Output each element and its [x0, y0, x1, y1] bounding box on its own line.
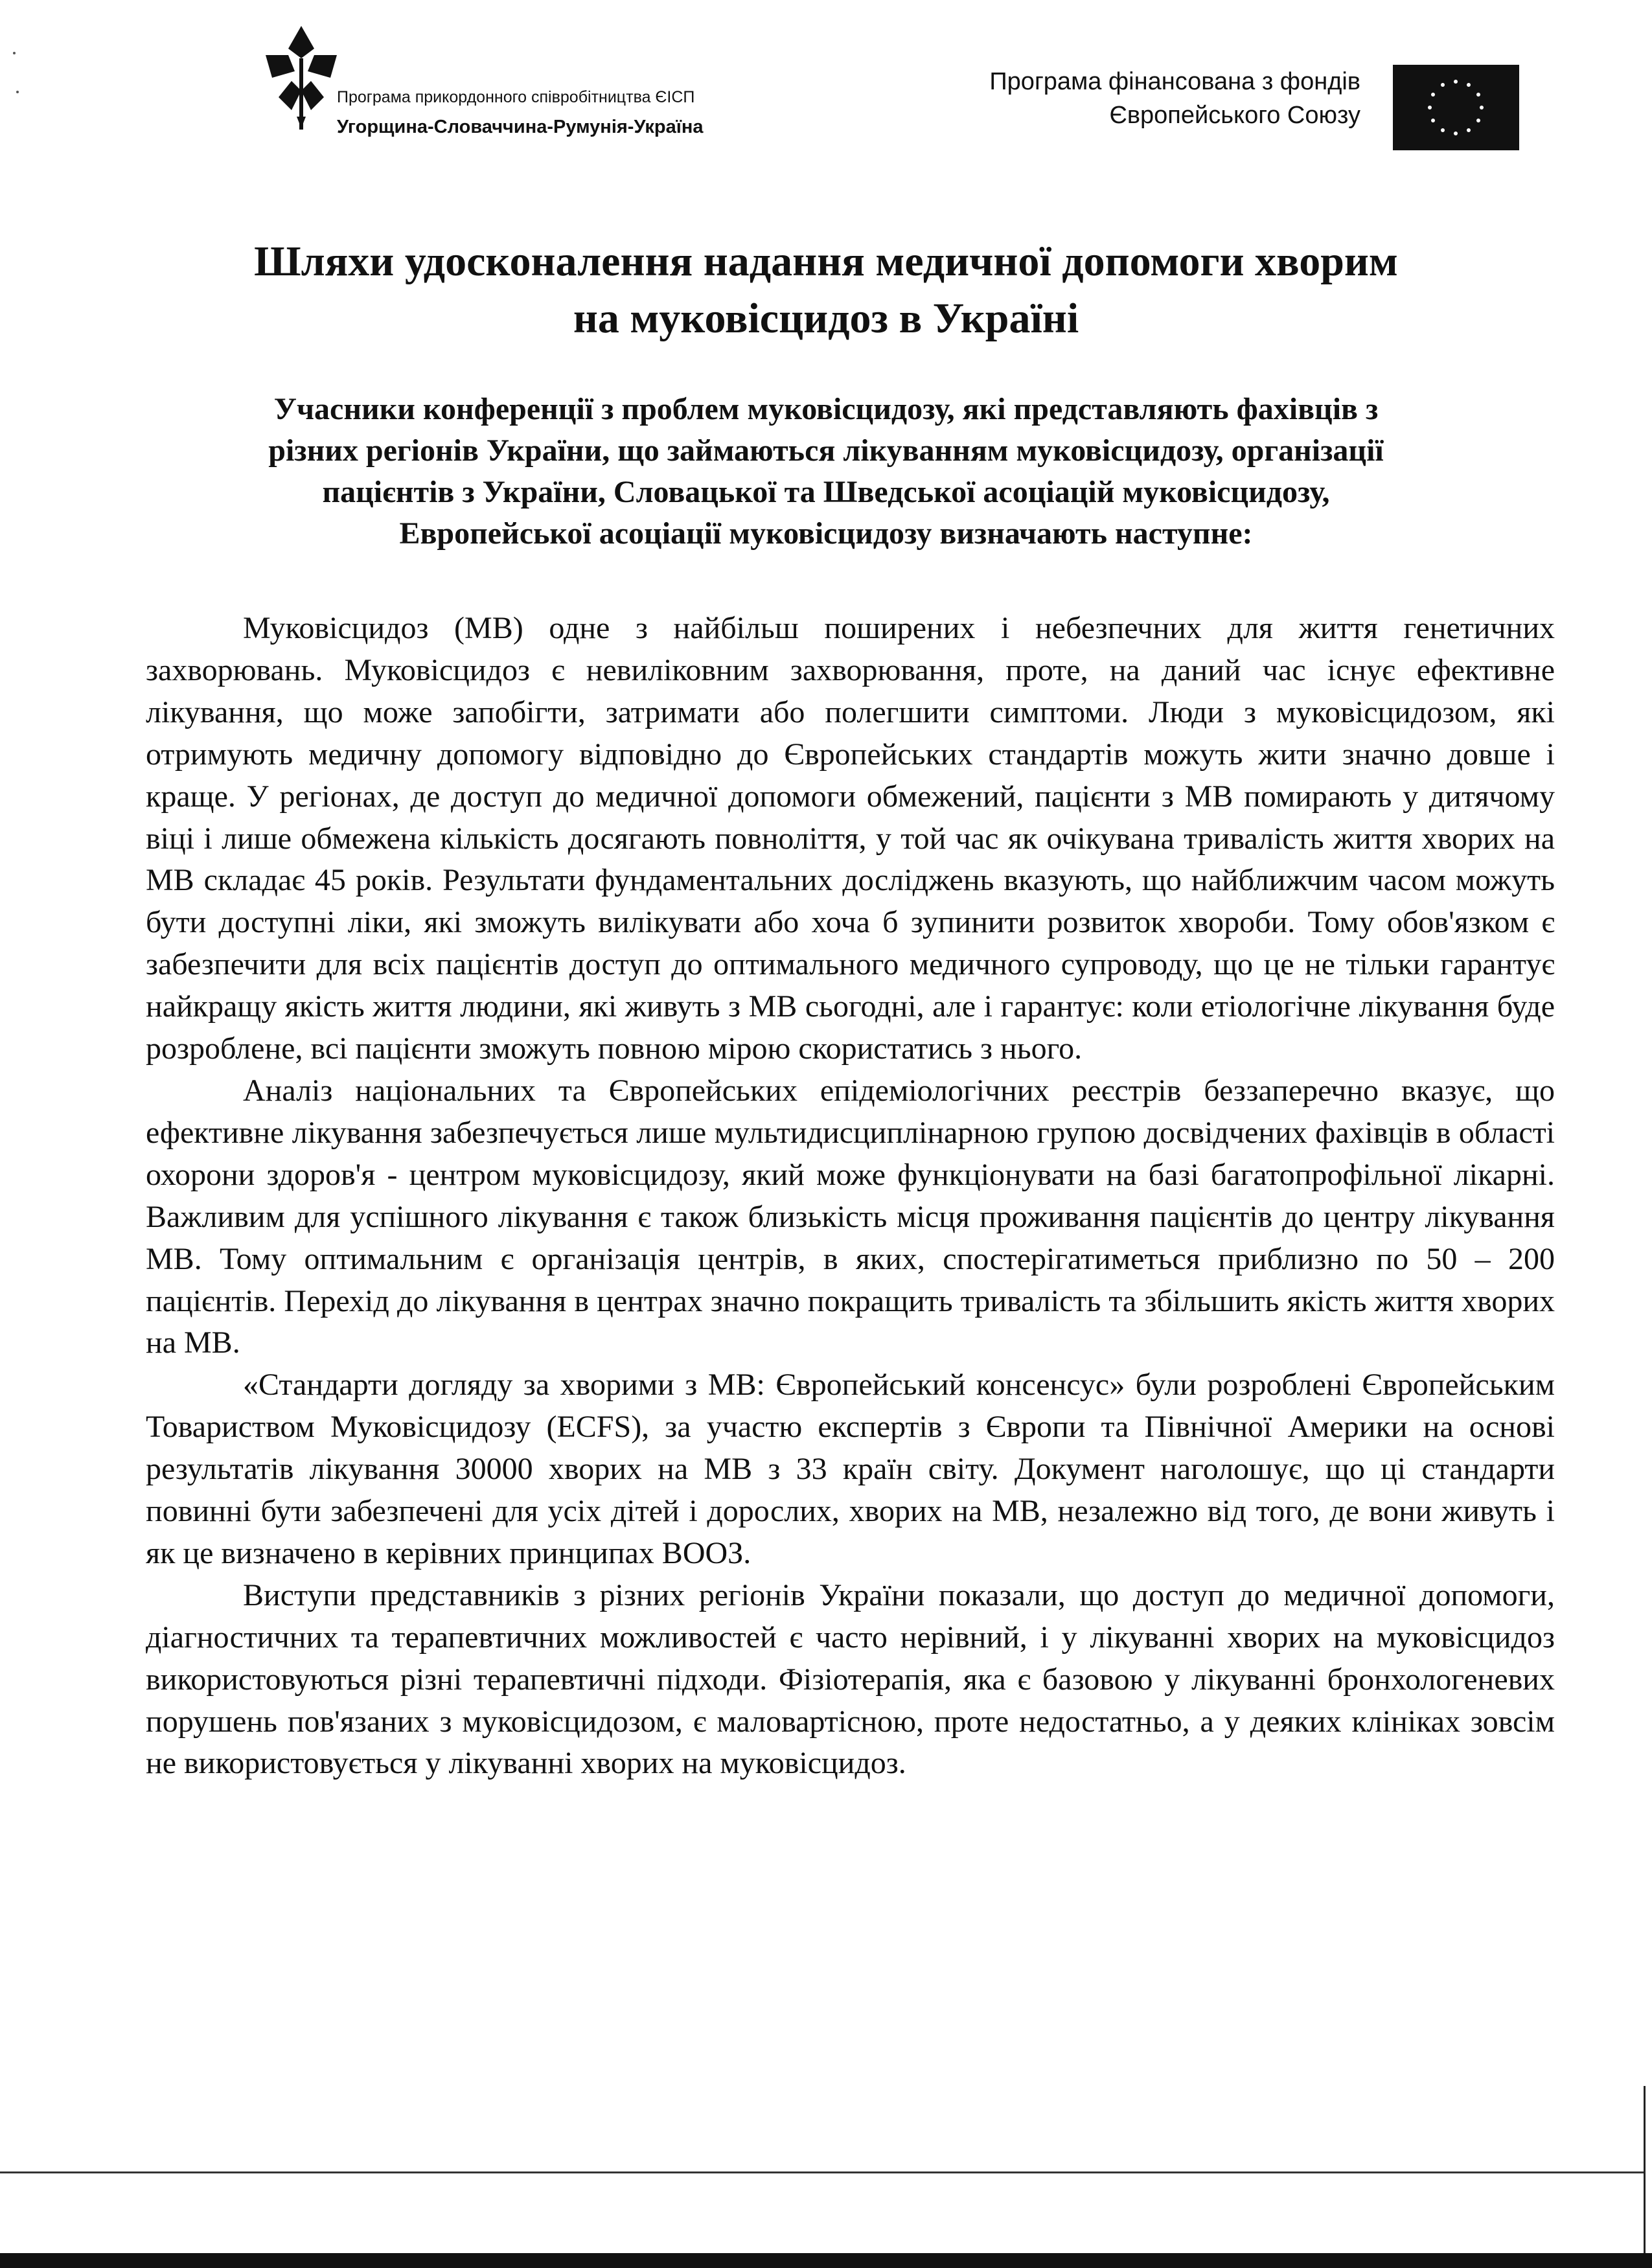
funding-line2: Європейського Союзу	[1109, 102, 1360, 129]
scan-speck	[16, 91, 19, 93]
paragraph-1: Муковісцидоз (МВ) одне з найбільш поширених і небезпечних для життя генетичних захворювань. Муковісцидоз є невиліковним захворювання, проте, на даний час існує ефективне лікування, що може запобігти, затримати або полегшити симптоми. Люди з муковісцидозом, які отримують медичну допомогу відповідно до Європейських стандартів можуть жити значно довше і краще. У регіонах, де доступ до медичної допомоги обмежений, пацієнти з МВ помирають у дитячому віці і лише обмежена кількість досягають повноліття, у той час як очікувана тривалість життя хворих на МВ складає 45 років. Результати фундаментальних досліджень вказують, що найближчим часом можуть бути доступні ліки, які зможуть вилікувати або хоча б зупинити розвиток хвороби. Тому обов'язком є забезпечити для всіх пацієнтів доступ до оптимального медичного супроводу, що це не тільки гарантує найкращу якість життя людини, які живуть з МВ сьогодні, але і гарантує: коли етіологічне лікування буде розроблене, всі пацієнти зможуть повною мірою скористатись з нього.	[146, 611, 1555, 1066]
scan-speck	[13, 52, 16, 54]
scan-bottom-band	[0, 2253, 1652, 2268]
subtitle-line2: різних регіонів України, що займаються лікуванням муковісцидозу, організації	[268, 433, 1384, 468]
subtitle-line4: Европейської асоціації муковісцидозу визначають наступне:	[399, 516, 1253, 551]
title-line2: на муковісцидоз в Україні	[573, 295, 1079, 342]
paragraph-4: Виступи представників з різних регіонів України показали, що доступ до медичної допомоги, діагностичних та терапевтичних можливостей є часто нерівний, і у лікуванні хворих на муковісцидоз використовуються різні терапевтичні підходи. Фізіотерапія, яка є базовою у лікуванні бронхологеневих порушень пов'язаних з муковісцидозом, є маловартісною, проте недостатньо, а у деяких клініках зовсім не використовується у лікуванні хворих на муковісцидоз.	[146, 1577, 1555, 1781]
document-subtitle	[130, 389, 1522, 555]
program-countries: Угорщина-Словаччина-Румунія-Україна	[337, 117, 704, 137]
document-title	[130, 233, 1522, 347]
subtitle-line1: Учасники конференції з проблем муковісцидозу, які представляють фахівців з	[273, 392, 1379, 426]
footer-rule	[0, 2171, 1646, 2173]
program-header	[253, 19, 784, 162]
title-line1: Шляхи удосконалення надання медичної допомоги хворим	[254, 238, 1398, 285]
subtitle-line3: пацієнтів з України, Словацької та Шведської асоціацій муковісцидозу,	[322, 475, 1330, 509]
program-name-line1: Програма прикордонного співробітництва ЄІСП	[337, 88, 695, 106]
program-logo-icon	[253, 19, 350, 130]
eu-flag-icon	[1393, 65, 1519, 150]
scan-edge-line	[1644, 2086, 1646, 2268]
funding-note	[959, 65, 1360, 132]
document-body	[146, 608, 1555, 1785]
paragraph-3: «Стандарти догляду за хворими з МВ: Європейський консенсус» були розроблені Європейським Товариством Муковісцидозу (ECFS), за участю експертів з Європи та Північної Америки на основі результатів лікування 30000 хворих на МВ з 33 країн світу. Документ наголошує, що ці стандарти повинні бути забезпечені для усіх дітей і дорослих, хворих на МВ, незалежно від того, де вони живуть і як це визначено в керівних принципах ВООЗ.	[146, 1368, 1555, 1570]
funding-line1: Програма фінансована з фондів	[989, 68, 1360, 95]
paragraph-2: Аналіз національних та Європейських епідеміологічних реєстрів беззаперечно вказує, що ефективне лікування забезпечується лише мультидисциплінарною групою досвідчених фахівців в області охорони здоров'я - центром муковісцидозу, який може функціонувати на базі багатопрофільної лікарні. Важливим для успішного лікування є також близькість місця проживання пацієнтів до центру лікування МВ. Тому оптимальним є організація центрів, в яких, спостерігатиметься приблизно по 50 – 200 пацієнтів. Перехід до лікування в центрах значно покращить тривалість та збільшить якість життя хворих на МВ.	[146, 1073, 1555, 1360]
